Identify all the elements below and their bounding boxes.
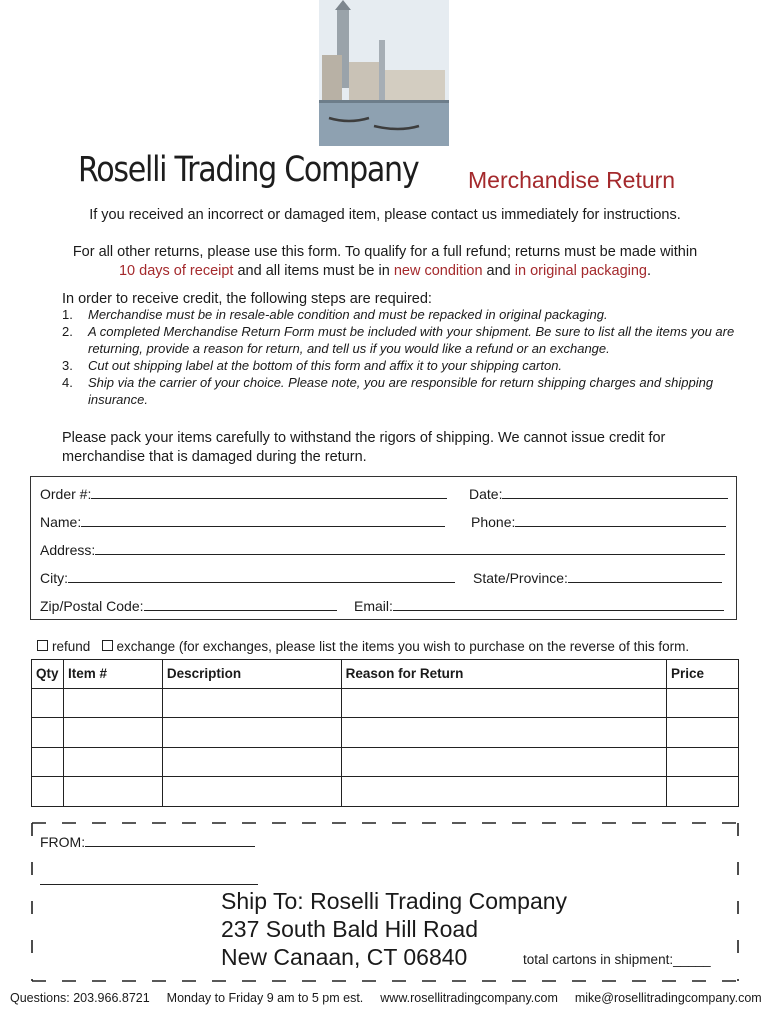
intro-line-1: If you received an incorrect or damaged item, please contact us immediately for instructions. — [89, 207, 681, 223]
intro-line-2: For all other returns, please use this form. To qualify for a full refund; returns must be made within — [72, 244, 698, 260]
exchange-label: exchange (for exchanges, please list the items you wish to purchase on the reverse of this form. — [116, 639, 690, 654]
questions-phone: Questions: 203.966.8721 — [10, 991, 150, 1005]
form-title: Merchandise Return — [468, 167, 676, 193]
order-number-label: Order #: — [40, 486, 92, 502]
address-label: Address: — [40, 542, 96, 558]
intro-line-3-and: and — [486, 263, 511, 279]
date-label: Date: — [469, 486, 503, 502]
ship-to-line-3: New Canaan, CT 06840 — [221, 944, 468, 970]
original-packaging-text: in original packaging — [514, 263, 647, 279]
from-field[interactable] — [40, 834, 255, 850]
step-text: Ship via the carrier of your choice. Please note, you are responsible for return shipping charges and shipping insurance. — [88, 375, 714, 407]
from-label: FROM: — [40, 834, 86, 850]
steps-heading: In order to receive credit, the following steps are required: — [62, 291, 432, 307]
step-text: Cut out shipping label at the bottom of this form and affix it to your shipping carton. — [88, 358, 563, 373]
ship-to-line-1: Ship To: Roselli Trading Company — [221, 888, 568, 914]
footer — [10, 991, 762, 1005]
step-number: 4. — [62, 375, 73, 390]
total-cartons-field[interactable]: total cartons in shipment:_____ — [523, 952, 711, 967]
zip-postal-code-label: Zip/Postal Code: — [40, 598, 144, 614]
ship-to-block — [221, 887, 567, 971]
email-label: Email: — [354, 598, 393, 614]
intro-line-3-end: . — [646, 263, 652, 279]
days-of-receipt-text: 10 days of receipt — [118, 263, 234, 279]
refund-label: refund — [52, 639, 91, 654]
intro-line-3-mid: and all items must be in — [237, 263, 390, 279]
company-title: Roselli Trading Company — [78, 150, 419, 190]
new-condition-text: new condition — [393, 263, 483, 279]
from-address-line[interactable] — [40, 872, 258, 885]
reason-for-return-header: Reason for Return — [341, 660, 666, 689]
price-header: Price — [667, 660, 739, 689]
pack-note: Please pack your items carefully to withstand the rigors of shipping. We cannot issue credit for merchandise that is damaged during the return. — [62, 430, 666, 465]
step-number: 1. — [62, 307, 73, 322]
city-label: City: — [40, 570, 68, 586]
item-number-header: Item # — [63, 660, 162, 689]
qty-header: Qty — [32, 660, 64, 689]
ship-to-line-2: 237 South Bald Hill Road — [221, 916, 478, 942]
business-hours: Monday to Friday 9 am to 5 pm est. — [166, 991, 364, 1005]
step-number: 2. — [62, 324, 73, 339]
name-label: Name: — [40, 514, 82, 530]
email-link[interactable]: mike@rosellitradingcompany.com — [574, 991, 762, 1005]
website-link[interactable]: www.rosellitradingcompany.com — [380, 991, 558, 1005]
step-text: A completed Merchandise Return Form must be included with your shipment. Be sure to list all the items you are returning, provide a reason for return, and tell us if you would like a refund or an exchange. — [88, 324, 735, 356]
phone-label: Phone: — [471, 514, 516, 530]
description-header: Description — [162, 660, 341, 689]
step-text: Merchandise must be in resale-able condition and must be repacked in original packaging. — [88, 307, 608, 322]
state-province-label: State/Province: — [473, 570, 568, 586]
step-number: 3. — [62, 358, 73, 373]
